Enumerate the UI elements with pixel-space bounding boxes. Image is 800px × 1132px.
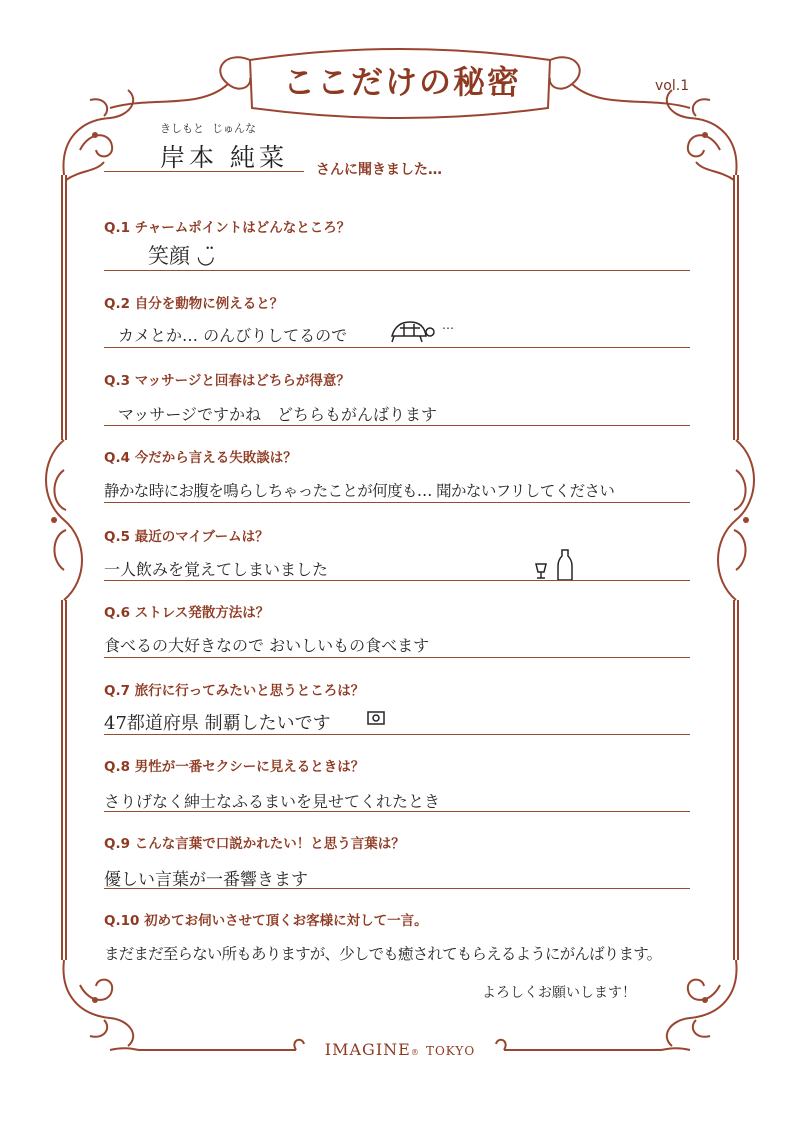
brand-name: IMAGINE <box>324 1040 411 1059</box>
question-6: Q.6 ストレス発散方法は？ <box>104 605 270 621</box>
name-underline <box>104 171 304 172</box>
answer-3: マッサージですかね どちらもがんばります <box>118 405 438 424</box>
answer-10: まだまだ至らない所もありますが、少しでも癒されてもらえるようにがんばります。 <box>104 945 662 963</box>
question-10: Q.10 初めてお伺いさせて頂くお客様に対して一言。 <box>104 913 428 929</box>
answer-line <box>104 580 690 581</box>
answer-line <box>104 657 690 658</box>
map-icon <box>366 708 386 728</box>
question-2: Q.2 自分を動物に例えると？ <box>104 296 284 312</box>
question-3: Q.3 マッサージと回春はどちらが得意？ <box>104 373 350 389</box>
question-1: Q.1 チャームポイントはどんなところ？ <box>104 220 351 236</box>
answer-line <box>104 811 690 812</box>
answer-line <box>104 888 690 889</box>
answer-line <box>104 734 690 735</box>
turtle-icon <box>384 316 436 346</box>
answer-10-closing: よろしくお願いします！ <box>482 985 636 1001</box>
answer-6: 食べるの大好きなので おいしいもの食べます <box>104 636 430 655</box>
answer-line <box>104 502 690 503</box>
answer-line <box>104 270 690 271</box>
interviewee-name: 岸本 純菜 <box>160 143 288 172</box>
question-5: Q.5 最近のマイブームは？ <box>104 529 269 545</box>
answer-2: カメとか… のんびりしてるので <box>118 326 348 345</box>
question-8: Q.8 男性が一番セクシーに見えるときは？ <box>104 759 365 775</box>
answer-9: 優しい言葉が一番響きます <box>104 870 308 890</box>
footer-brand <box>300 1040 500 1059</box>
interviewee-suffix: さんに聞きました… <box>316 162 442 178</box>
answer-2-extra: … <box>442 318 454 332</box>
answer-4: 静かな時にお腹を鳴らしちゃったことが何度も… 聞かないフリしてください <box>104 482 615 500</box>
furigana-family: きしもと <box>160 122 204 135</box>
answer-8: さりげなく紳士なふるまいを見せてくれたとき <box>104 792 441 811</box>
brand-city: TOKYO <box>425 1044 476 1058</box>
sake-bottle-icon <box>534 548 574 582</box>
answer-5: 一人飲みを覚えてしまいました <box>104 560 329 579</box>
registered-mark: ® <box>410 1048 420 1057</box>
answer-line <box>104 347 690 348</box>
title-banner <box>246 50 558 110</box>
page-title: ここだけの秘密 <box>282 63 521 101</box>
answer-line <box>104 425 690 426</box>
volume-label: vol.1 <box>655 78 690 94</box>
question-7: Q.7 旅行に行ってみたいと思うところは？ <box>104 683 365 699</box>
answer-7: 47都道府県 制覇したいです <box>104 713 331 734</box>
question-4: Q.4 今だから言える失敗談は？ <box>104 450 297 466</box>
furigana-given: じゅんな <box>212 122 256 135</box>
question-9: Q.9 こんな言葉で口説かれたい！と思う言葉は？ <box>104 836 405 852</box>
answer-1: 笑顔 ◡̈ <box>148 244 215 268</box>
